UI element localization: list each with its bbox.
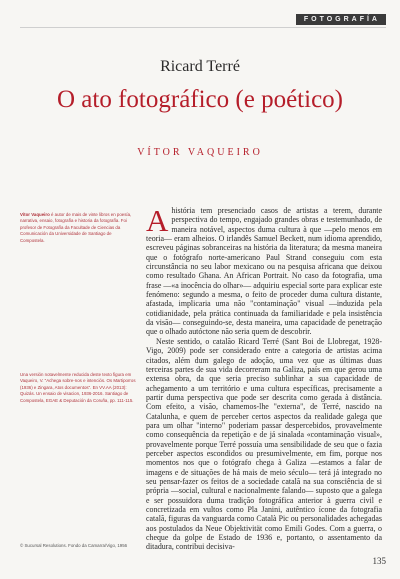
article-body xyxy=(146,206,382,555)
drop-cap: A xyxy=(146,206,169,238)
article-subject: Ricard Terré xyxy=(160,58,240,75)
photo-credit: © Sucursal Resolutions. Fondo da Camarra/Vigo, 1956 xyxy=(20,543,128,548)
author-bio-name: Vítor Vaqueiro xyxy=(20,212,50,217)
author-bio xyxy=(20,212,136,244)
article-title: O ato fotográfico (e poético) xyxy=(57,86,343,113)
text-origin-note: Una versión notavelmente reducida deste texto figura em Vaqueiro, V. "Achega sobre-nos e intenciós. Os Martiporros (1936) e Zingara, Atos documentos". En VV.AA (2013): Quizás. Un ensaio de visacion, 1936-2016. Santiago de Compostela, EGAE & Deputación da Coruña, pp. 111-115. xyxy=(20,372,136,403)
paragraph xyxy=(146,206,382,337)
paragraph-text: história tem presenciado casos de artistas a terem, durante perspectiva do tempo, engajado grandes obras e testemunhado, de maneira notável, aspectos duma cultura à que —pelo menos em teoria— eram alheios. O irlandês Samuel Beckett, num idioma aprendido, escreveu páginas sobranceiras na história da literatura; da mesma maneira que o fotógrafo norte-americano Paul Strand conseguiu com esta circunstância no seu labor mexicano ou na pesquisa africana que deixou como resultado Ghana. An African Portrait. No caso da fotografia, uma frase —«a inocência do olhar»— adquiriu especial sorte para explicar este fenómeno: segundo a mesma, o feito de proceder duma cultura distante, afastada, implicaria uma não "contaminação" visual —induzida pela cotidianidade, pela prática continuada da familiaridade e pela insistência da visão— conseguindo-se, desta maneira, uma capacidade de penetração que o olhado autóctone não seria quem de descobrir. xyxy=(146,206,382,337)
article-byline: VÍTOR VAQUEIRO xyxy=(137,147,263,158)
header-rule xyxy=(20,27,386,28)
page-number: 135 xyxy=(372,556,386,566)
section-label: FOTOGRAFÍA xyxy=(296,14,386,25)
paragraph: Neste sentido, o catalão Ricard Terré (Sant Boi de Llobregat, 1928-Vigo, 2009) pode ser considerado entre a categoria de artistas acima citados, além dum galego de adoção, uma vez que as últimas duas terceiras partes de sua vida decorreram na Galiza, país em que gerou uma extensa obra, da que seria preciso sublinhar a sua capacidade de achegamento a um território e uma cultura específicas, precisamente a partir duma perspectiva que pode ser descrita como gerada à distância. Com efeito, a visão, chamemos-lhe "externa", de Terré, nascido na Catalunha, e quem de perceber certos aspectos da realidade galega que para um olhar "interno" poderiam passar despercebidos, provavelmente como consequência da repetição e de já sinalada «contaminação visual», provavelmente porque Terré possuía uma sensibilidade de seu que o fazia perceber aspectos escondidos ou presumivelmente, em fim, porque nos momentos nos que o fotógrafo chega à Galiza —estamos a falar de imagens e de situações de há mais de meio século— terá já integrado no seu pensar-fazer os feitos de a sociedade catalã na sua consciência de si própria —social, cultural e nacionalmente falando— suposto que a galega e ser possuidora duma tradição fotográfica anterior à guerra civil e concretizada em vultos como Pla Janini, autêntico ícone da fotografia catalã, figuras da vanguarda como Català Pic ou personalidades achegadas aos postulados da Neue Objektivität como Emili Godes. Com a guerra, o cheque da golpe de Estado de 1936 e, portanto, o assentamento da ditadura, contribui decisiva- xyxy=(146,336,382,552)
author-bio-text: é autor de mais de vinte libros en poesía, narrativa, ensaio, fotografía e historia da fotografía. Foi profesor de Fotografía da Facultade de Ciencias da Comunicación da Universidade de Santiago de Compostela. xyxy=(20,212,132,243)
